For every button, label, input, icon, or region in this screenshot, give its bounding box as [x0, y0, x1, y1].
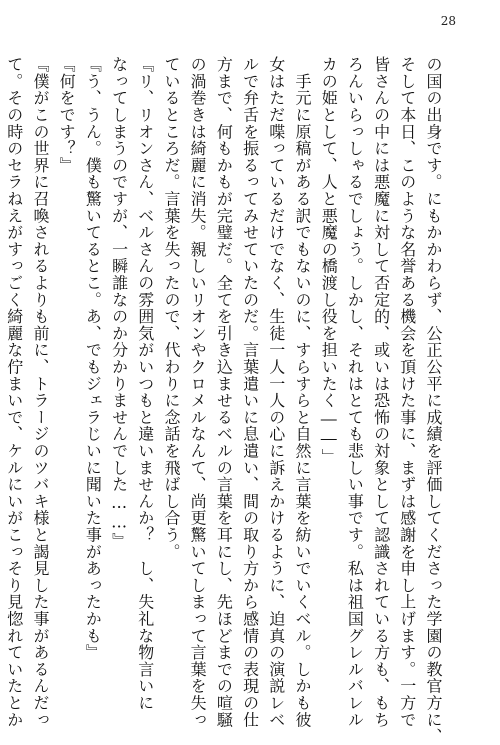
text-line: の国の出身です。にもかかわらず、公正公平に成績を評価してくださった学園の教官方に、: [424, 56, 443, 745]
text-line: の渦巻きは綺麗に消失。親しいリオンやクロメルなんて、尚更驚いてしまって言葉を失っ: [188, 56, 208, 728]
text-line: 『僕がこの世界に召喚されるよりも前に、トラージのツバキ様と謁見した事があるんだっ: [30, 56, 50, 728]
text-line: 女はただ喋っているだけでなく、生徒一人一人の心に訴えかけるように、迫真の演説レベ: [266, 56, 286, 728]
text-line: ルで弁舌を振るってみせていたのだ。言葉遣いに息遣い、間の取り方から感情の表現の仕: [240, 56, 260, 728]
page-number: 28: [440, 14, 456, 28]
text-line: 『リ、リオンさん、ベルさんの雰囲気がいつもと違いませんか？ し、失礼な物言いに: [135, 56, 155, 712]
text-line: て。その時のセラねえがすっごく綺麗な佇まいで、ケルにいがこっそり見惚れていたとか: [4, 56, 24, 728]
text-line: ているところだ。言葉を失ったので、代わりに念話を飛ばし合う。: [161, 56, 181, 560]
text-line: カの姫として、人と悪魔の橋渡し役を担いたく――」: [319, 56, 339, 466]
text-line: 方まで、何もかもが完璧だ。全てを引き込ませるベルの言葉を耳にし、先ほどまでの喧騒: [214, 56, 234, 728]
text-line: 『何をです？』: [57, 56, 77, 174]
text-line: 皆さんの中には悪魔に対して否定的、或いは恐怖の対象として認識されている方も、もち: [371, 56, 391, 728]
text-line: ろんいらっしゃるでしょう。しかし、それはとても悲しい事です。私は祖国グレルバレル: [345, 56, 365, 728]
text-line: 『う、うん。僕も驚いてるとこ。あ、でもジェラじいに聞いた事があったかも』: [83, 56, 103, 661]
vertical-text-body: [4, 56, 446, 745]
text-line: なってしまうのですが、一瞬誰なのか分かりませんでした……』: [109, 56, 129, 550]
text-line: 手元に原稿がある訳でもないのに、すらすらと自然に言葉を紡いでいくベル。しかも彼: [292, 56, 312, 728]
text-line: そして本日、このような名誉ある機会を頂けた事に、まずは感謝を申し上げます。一方で: [397, 56, 417, 728]
